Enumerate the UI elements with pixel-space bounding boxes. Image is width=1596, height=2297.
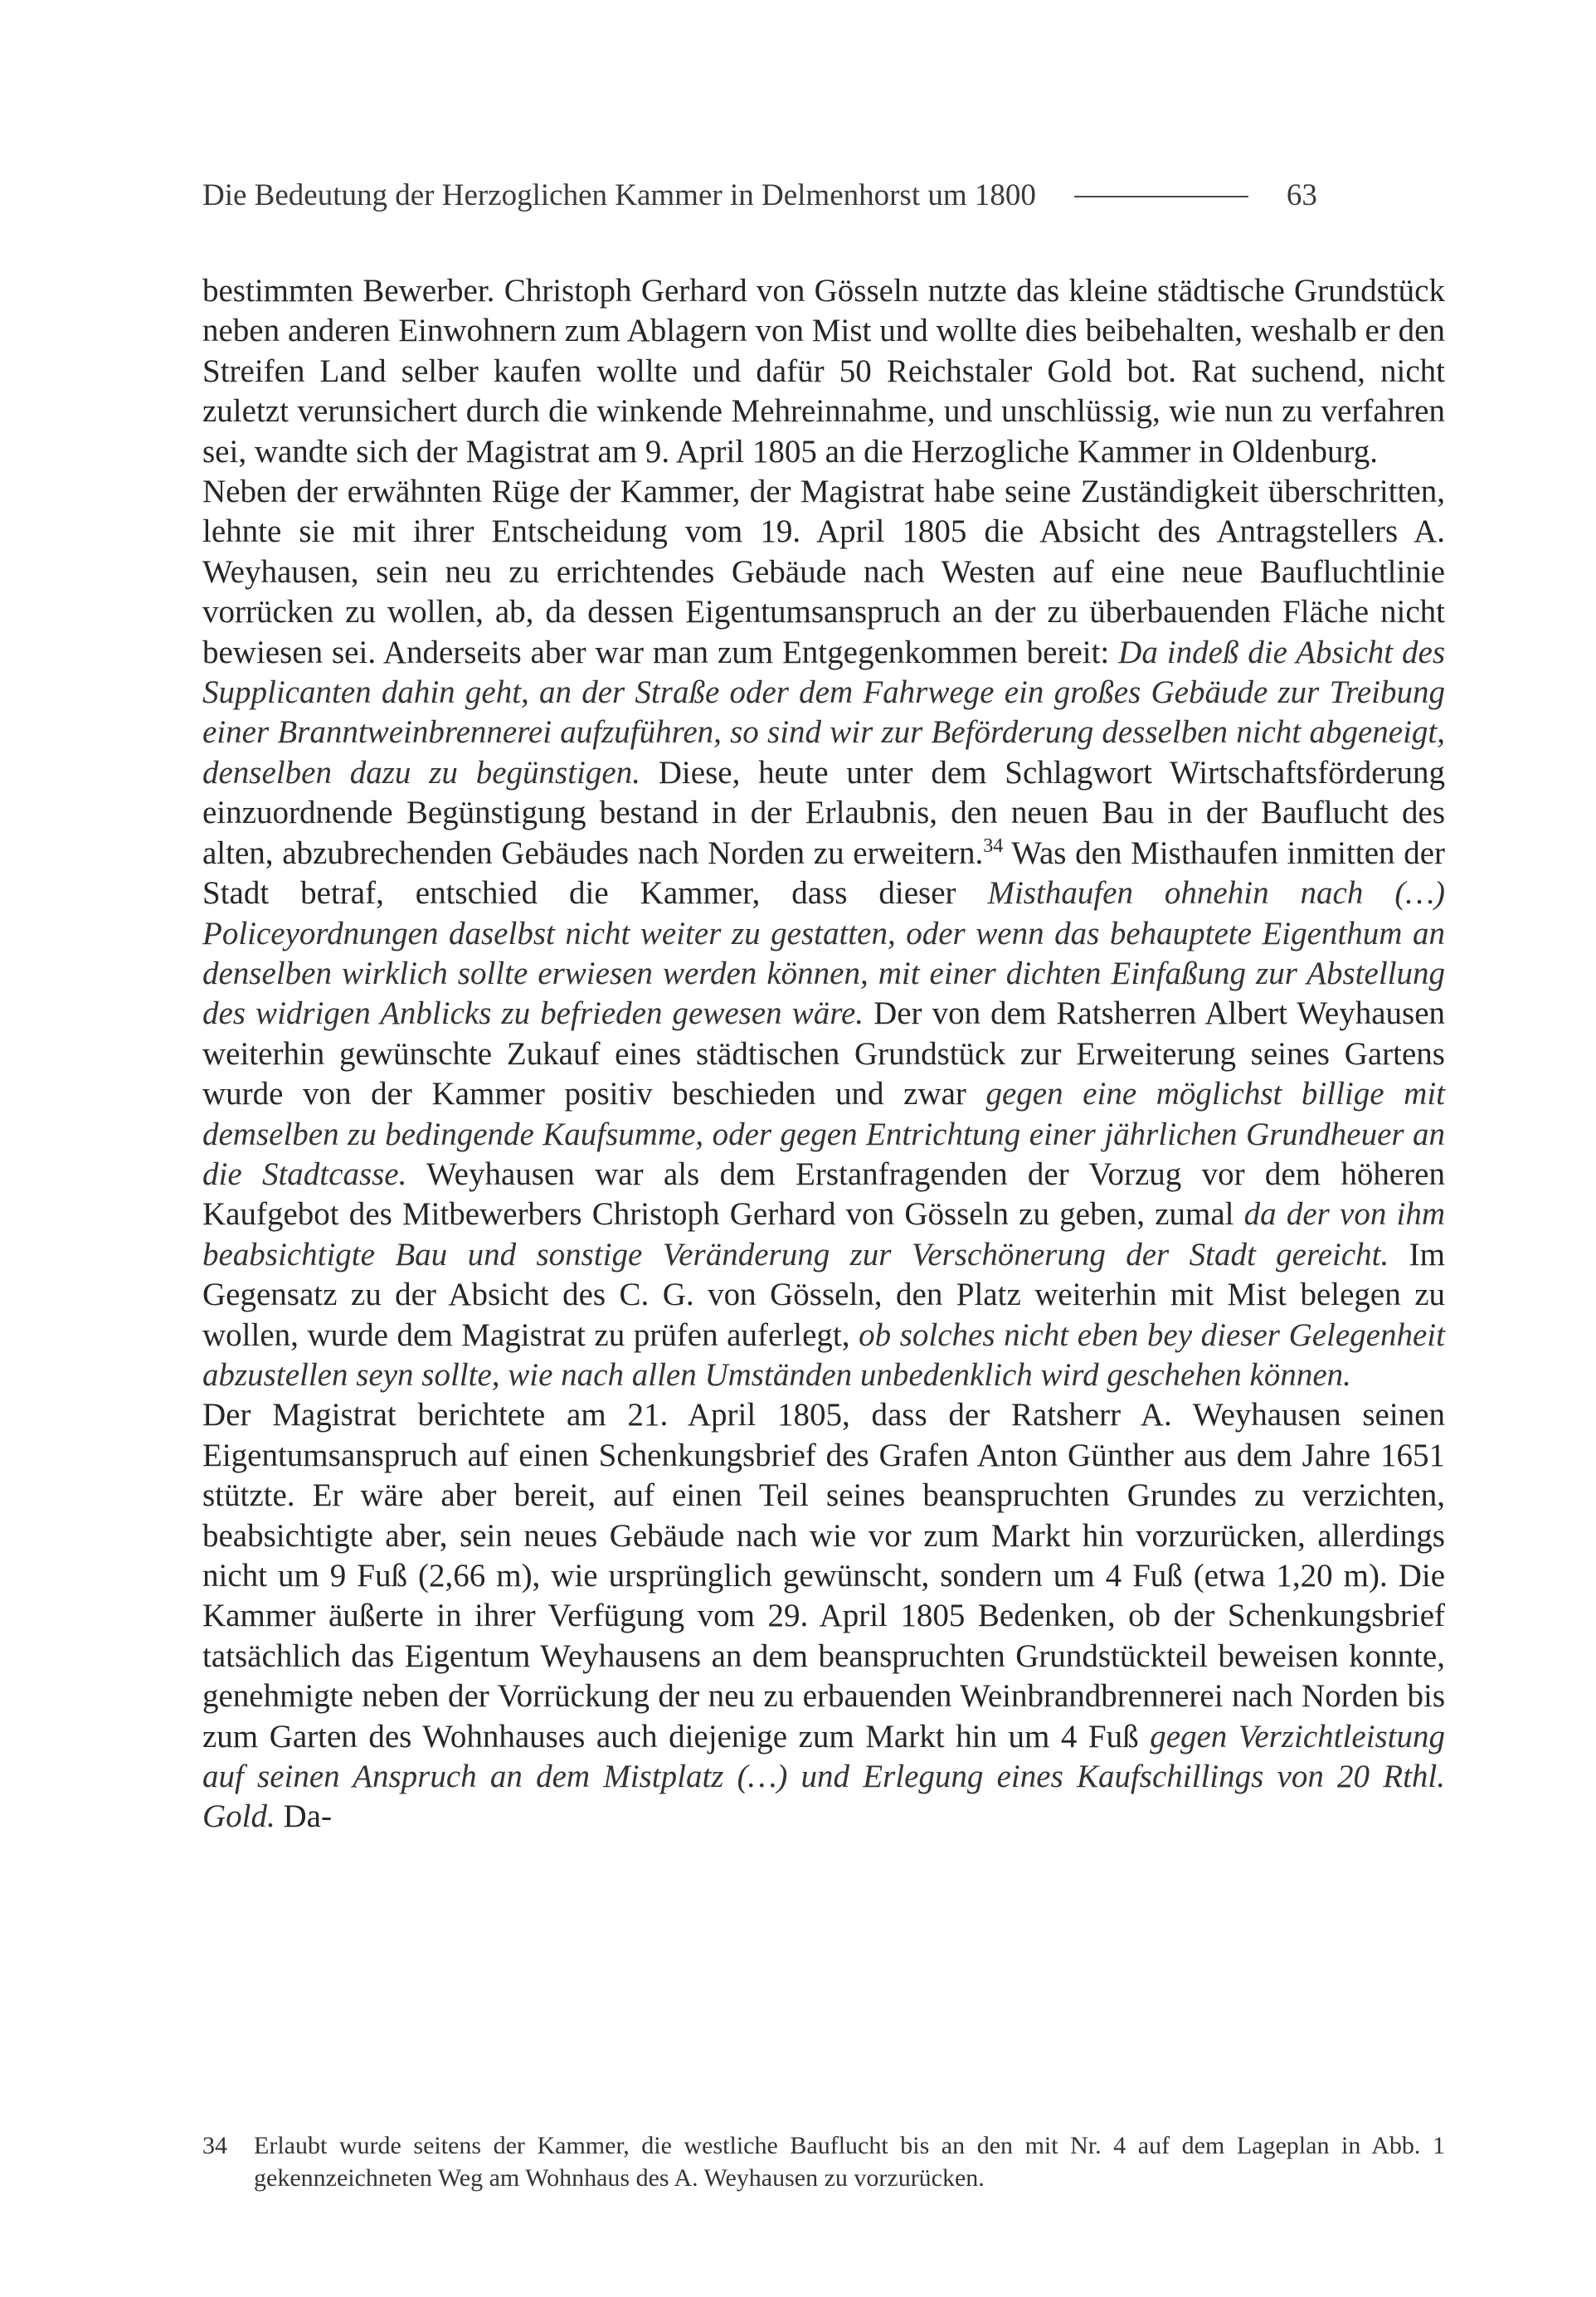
footnotes bbox=[202, 2129, 1445, 2194]
page-number: 63 bbox=[1286, 178, 1317, 212]
footnote-ref: 34 bbox=[983, 835, 1004, 857]
footnote bbox=[202, 2129, 1445, 2194]
running-head-rule bbox=[1074, 196, 1248, 197]
paragraph bbox=[202, 271, 1445, 472]
quotation: Da indeß die Absicht des Supplicanten dahin geht, an der Straße oder dem Fahrwege ein großes Gebäude zur Treibung einer Branntweinbrennerei aufzuführen, so sind wir zur Beförderung desselben nicht abgeneigt, denselben dazu zu begünstigen. bbox=[202, 634, 1445, 791]
text-run: Was den Misthaufen inmitten der Stadt betraf, entschied die Kammer, dass dieser bbox=[202, 835, 1446, 912]
quotation: ob solches nicht eben bey dieser Gelegenheit abzustellen seyn sollte, wie nach allen Umständen unbedenklich wird geschehen können. bbox=[202, 1316, 1445, 1393]
footnote-number: 34 bbox=[202, 2132, 227, 2159]
text-run: Der von dem Ratsherren Albert Weyhausen weiterhin gewünschte Zukauf eines städtischen Grundstück zur Erweiterung seines Gartens wurde von der Kammer positiv beschieden und zwar bbox=[202, 995, 1446, 1112]
paragraph bbox=[202, 1395, 1445, 1837]
quotation: gegen eine möglichst billige mit demselben zu bedingende Kaufsumme, oder gegen Entrichtung einer jährlichen Grundheuer an die Stadtcasse. bbox=[202, 1076, 1445, 1192]
running-head bbox=[202, 170, 1445, 220]
quotation: Misthaufen ohnehin nach (…) Policeyordnungen daselbst nicht weiter zu gestatten, oder wenn das behauptete Eigenthum an denselben wirklich sollte erwiesen werden können, mit einer dichten Einfaßung zur Abstellung des widrigen Anblicks zu befrieden gewesen wäre. bbox=[202, 875, 1445, 1032]
paragraph bbox=[202, 472, 1445, 1395]
text-run: bestimmten Bewerber. Christoph Gerhard von Gösseln nutzte das kleine städtische Grundstück neben anderen Einwohnern zum Ablagern von Mist und wollte dies beibehalten, weshalb er den Streifen Land selber kaufen wollte und dafür 50 Reichstaler Gold bot. Rat suchend, nicht zuletzt verunsichert durch die winkende Mehreinnahme, und unschlüssig, wie nun zu verfahren sei, wandte sich der Magistrat am 9. April 1805 an die Herzogliche Kammer in Oldenburg. bbox=[202, 273, 1445, 470]
text-run: Neben der erwähnten Rüge der Kammer, der Magistrat habe seine Zuständigkeit überschritten, lehnte sie mit ihrer Entscheidung vom 19. April 1805 die Absicht des Antragstellers A. Weyhausen, sein neu zu errichtendes Gebäude nach Westen auf eine neue Baufluchtlinie vorrücken zu wollen, ab, da dessen Eigentumsanspruch an der zu überbauenden Fläche nicht bewiesen sei. Anderseits aber war man zum Entgegenkommen bereit: bbox=[202, 474, 1445, 670]
text-run: Der Magistrat berichtete am 21. April 1805, dass der Ratsherr A. Weyhausen seinen Eigentumsanspruch auf einen Schenkungsbrief des Grafen Anton Günther aus dem Jahre 1651 stützte. Er wäre aber bereit, auf einen Teil seines beanspruchten Grundes zu verzichten, beabsichtigte aber, sein neues Gebäude nach wie vor zum Markt hin vorzurücken, allerdings nicht um 9 Fuß (2,66 m), wie ursprünglich gewünscht, sondern um 4 Fuß (etwa 1,20 m). Die Kammer äußerte in ihrer Verfügung vom 29. April 1805 Bedenken, ob der Schenkungsbrief tatsächlich das Eigentum Weyhausens an dem beanspruchten Grundstückteil beweisen konnte, genehmigte neben der Vorrückung der neu zu erbauenden Weinbrandbrennerei nach Norden bis zum Garten des Wohnhauses auch diejenige zum Markt hin um 4 Fuß bbox=[202, 1397, 1445, 1754]
quotation: da der von ihm beabsichtigte Bau und sonstige Veränderung zur Verschönerung der Stadt gereicht. bbox=[202, 1196, 1445, 1273]
quotation: gegen Verzichtleistung auf seinen Anspruch an dem Mistplatz (…) und Erlegung eines Kaufschillings von 20 Rthl. Gold. bbox=[202, 1718, 1445, 1835]
text-run: Im Gegensatz zu der Absicht des C. G. von Gösseln, den Platz weiterhin mit Mist belegen zu wollen, wurde dem Magistrat zu prüfen auferlegt, bbox=[202, 1236, 1446, 1353]
text-run: Weyhausen war als dem Erstanfragenden der Vorzug vor dem höheren Kaufgebot des Mitbewerbers Christoph Gerhard von Gösseln zu geben, zumal bbox=[202, 1156, 1445, 1233]
text-run: Da- bbox=[275, 1798, 332, 1835]
footnote-text: Erlaubt wurde seitens der Kammer, die westliche Bauflucht bis an den mit Nr. 4 auf dem Lageplan in Abb. 1 gekennzeichneten Weg am Wohnhaus des A. Weyhausen zu vorzurücken. bbox=[254, 2132, 1445, 2192]
body-text bbox=[202, 271, 1445, 1837]
text-run: Diese, heute unter dem Schlagwort Wirtschaftsförderung einzuordnende Begünstigung bestand in der Erlaubnis, den neuen Bau in der Bauflucht des alten, abzubrechenden Gebäudes nach Norden zu erweitern. bbox=[202, 754, 1446, 871]
running-head-title: Die Bedeutung der Herzoglichen Kammer in Delmenhorst um 1800 bbox=[202, 178, 1036, 212]
